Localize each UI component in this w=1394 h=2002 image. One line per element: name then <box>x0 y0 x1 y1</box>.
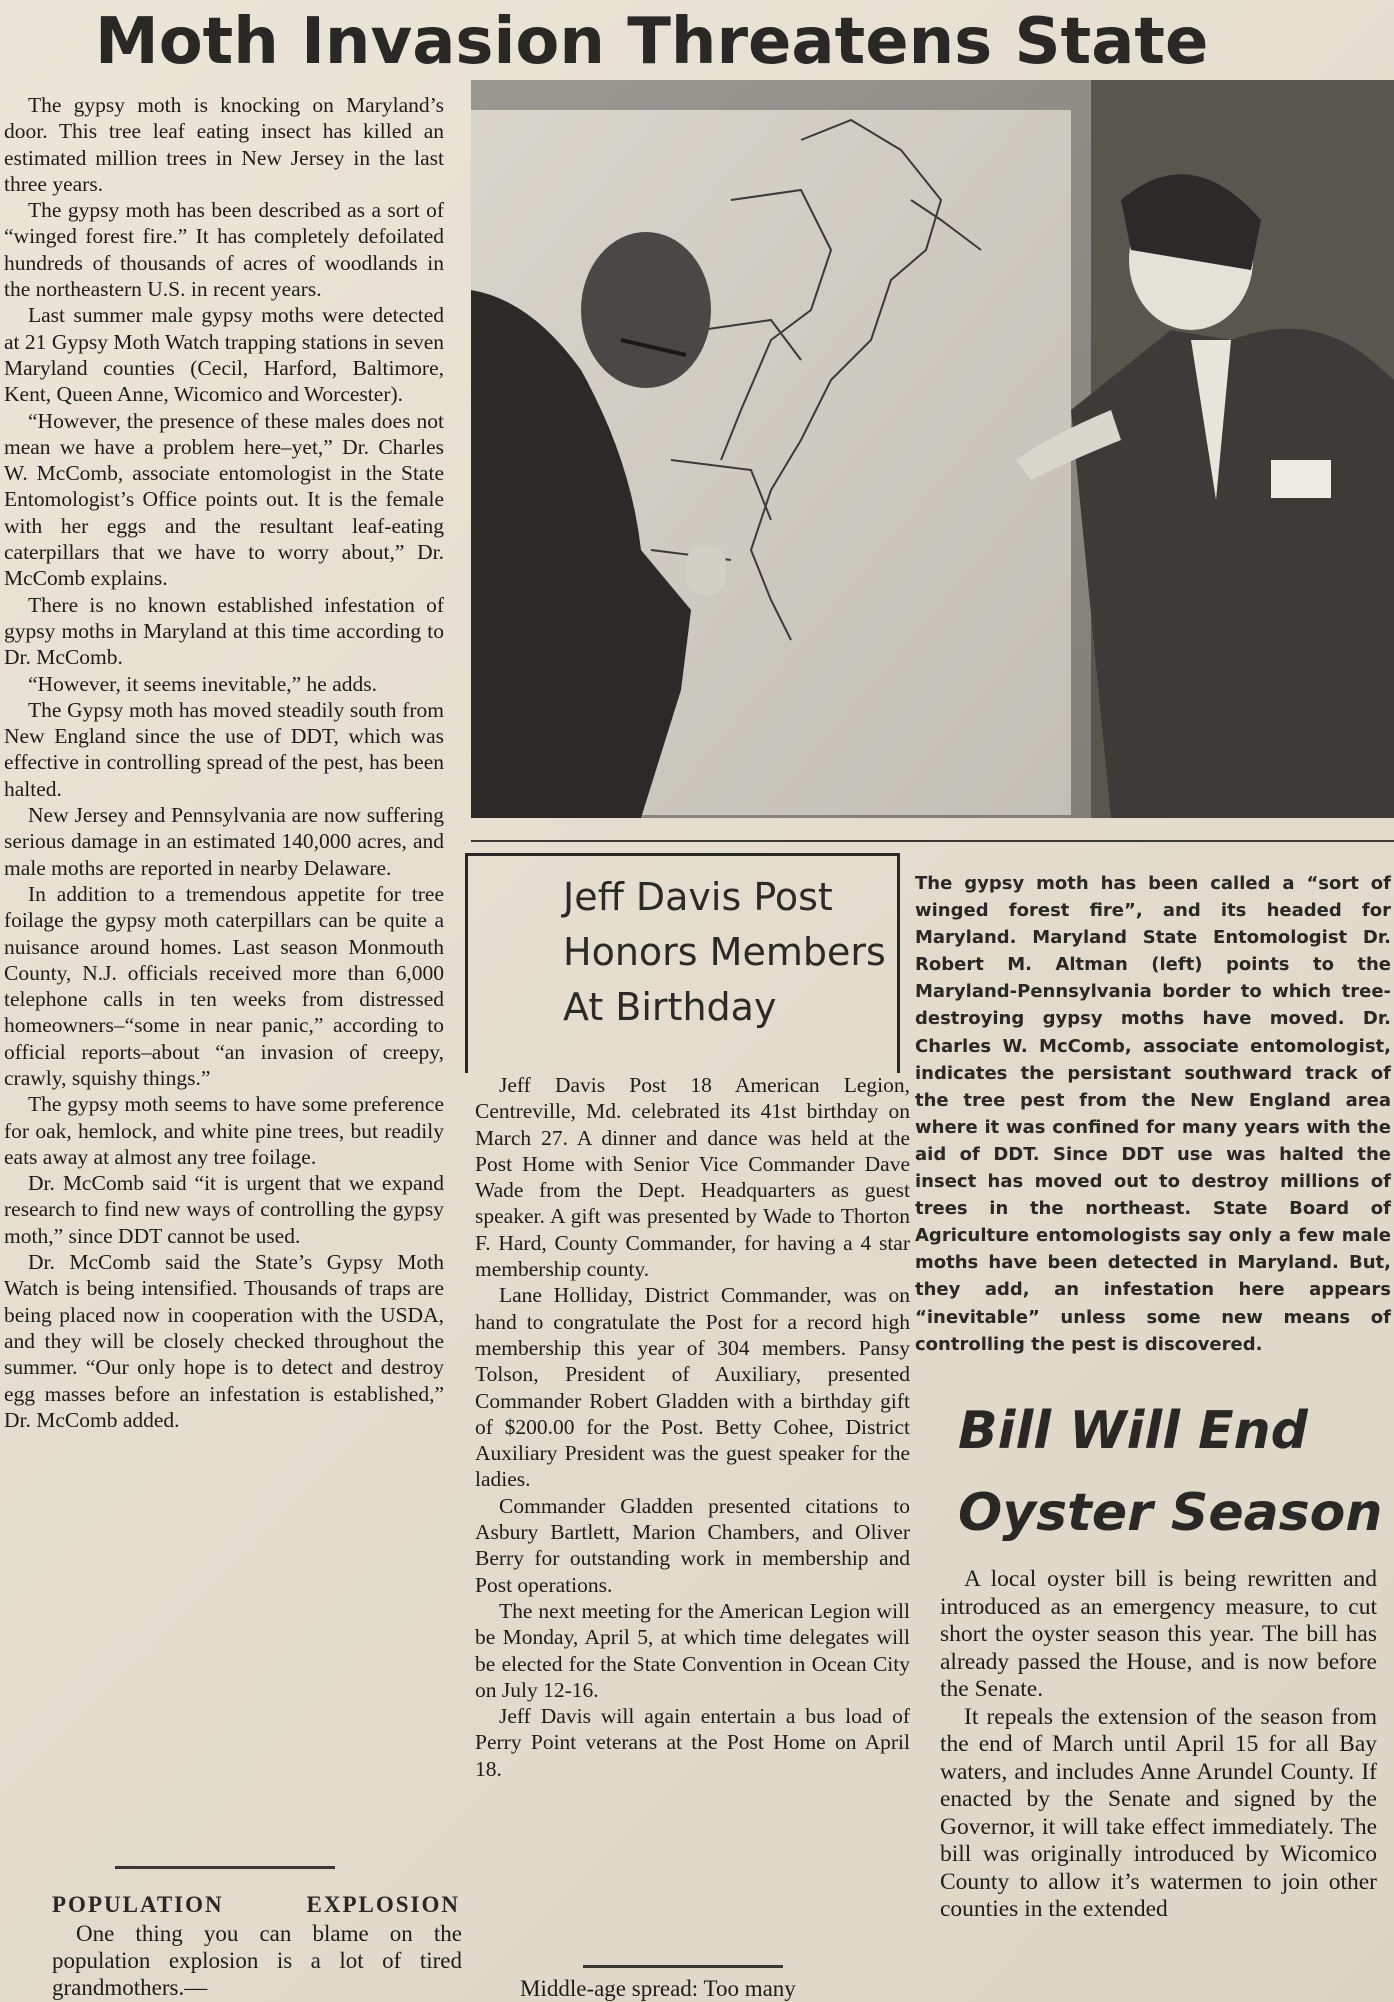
article-paragraph: New Jersey and Pennsylvania are now suffering serious damage in an estimated 140,000 acres, and male moths are reported in nearby Delaware. <box>4 803 444 880</box>
article-paragraph: The Gypsy moth has moved steadily south from New England since the use of DDT, which was effective in controlling spread of the pest, has been halted. <box>4 697 444 801</box>
news-photo <box>471 80 1394 818</box>
post-article <box>475 1072 910 1782</box>
post-article-title <box>563 870 893 1035</box>
article-paragraph: There is no known established infestation of gypsy moths in Maryland at this time according to Dr. McComb. <box>4 592 444 670</box>
population-article <box>52 1920 462 2001</box>
title-line: At Birthday <box>563 985 777 1029</box>
article-paragraph: Jeff Davis Post 18 American Legion, Centreville, Md. celebrated its 41st birthday on March 27. A dinner and dance was held at the Post Home with Senior Vice Commander Dave Wade from the Dept. Headquarters as guest speaker. A gift was presented by Wade to Thorton F. Hard, County Commander, for having a 4 star membership county. <box>475 1073 910 1282</box>
bill-article <box>940 1566 1377 1924</box>
population-heading <box>52 1892 460 1918</box>
bill-article-title <box>958 1390 1388 1554</box>
article-paragraph: Last summer male gypsy moths were detected at 21 Gypsy Moth Watch trapping stations in seven Maryland counties (Cecil, Harford, Baltimore, Kent, Queen Anne, Wicomico and Worcester). <box>4 303 444 407</box>
title-line: Oyster Season <box>958 1483 1383 1543</box>
article-paragraph: A local oyster bill is being rewritten and introduced as an emergency measure, to cut short the oyster season this year. The bill has already passed the House, and is now before the Senate. <box>940 1566 1377 1702</box>
article-paragraph: One thing you can blame on the population explosion is a lot of tired grandmothers.— <box>52 1921 462 2000</box>
article-paragraph: Commander Gladden presented citations to Asbury Bartlett, Marion Chambers, and Oliver Berry for outstanding work in membership and Post operations. <box>475 1493 910 1597</box>
article-paragraph: Dr. McComb said the State’s Gypsy Moth Watch is being intensified. Thousands of traps are being placed now in cooperation with the USDA, and they will be closely checked throughout the summer. “Our only hope is to detect and destroy egg masses before an infestation is established,” Dr. McComb added. <box>4 1250 444 1432</box>
photo-divider <box>471 840 1394 842</box>
article-paragraph: “However, the presence of these males does not mean we have a problem here–yet,” Dr. Charles W. McComb, associate entomologist in the State Entomologist’s Office points out. It is the female with her eggs and the resultant leaf-eating caterpillars that we have to worry about,” Dr. McComb explains. <box>4 408 444 591</box>
photo-caption: The gypsy moth has been called a “sort of winged forest fire”, and its headed for Maryland. Maryland State Entomologist Dr. Robert M. Altman (left) points to the Maryland-Pennsylvania border to which tree-destroying gypsy moths have moved. Dr. Charles W. McComb, associate entomologist, indicates the persistant southward track of the tree pest from the New England area where it was confined for many years with the aid of DDT. Since DDT use was halted the insect has moved out to destroy millions of trees in the northeast. State Board of Agriculture entomologists say only a few male moths have been detected in Maryland. But, they add, an infestation here appears “inevitable” unless some new means of controlling the pest is discovered. <box>915 873 1391 1355</box>
article-paragraph: The gypsy moth is knocking on Maryland’s door. This tree leaf eating insect has killed an estimated million trees in New Jersey in the last three years. <box>4 93 444 196</box>
photo-illustration <box>471 80 1394 818</box>
title-line: Honors Members <box>563 930 886 974</box>
article-paragraph: Jeff Davis will again entertain a bus load of Perry Point veterans at the Post Home on April 18. <box>475 1704 910 1781</box>
population-heading-right: EXPLOSION <box>306 1892 460 1917</box>
article-paragraph: In addition to a tremendous appetite for tree foilage the gypsy moth caterpillars can be quite a nuisance around homes. Last season Monmouth County, N.J. officials received more than 6,000 telephone calls in ten weeks from distressed homeowners–“some in near panic,” according to official reports–about “an invasion of creepy, crawly, squishy things.” <box>4 881 444 1090</box>
article-paragraph: The gypsy moth seems to have some preference for oak, hemlock, and white pine trees, but readily eats away at almost any tree foilage. <box>4 1092 444 1169</box>
title-line: Jeff Davis Post <box>563 875 833 919</box>
section-divider <box>115 1866 335 1869</box>
article-paragraph: Lane Holliday, District Commander, was on hand to congratulate the Post for a record high membership this year of 304 members. Pansy Tolson, President of Auxiliary, presented Commander Robert Gladden with a birthday gift of $200.00 for the Post. Betty Cohee, District Auxiliary President was the guest speaker for the ladies. <box>475 1283 910 1492</box>
title-line: Bill Will End <box>958 1401 1308 1461</box>
section-divider <box>583 1965 783 1968</box>
main-headline: Moth Invasion Threatens State <box>95 5 1209 79</box>
article-paragraph: The next meeting for the American Legion will be Monday, April 5, at which time delegates will be elected for the State Convention in Ocean City on July 12-16. <box>475 1598 910 1702</box>
filler-snippet: Middle-age spread: Too many <box>520 1976 796 2001</box>
article-paragraph: “However, it seems inevitable,” he adds. <box>28 671 377 696</box>
main-article <box>4 92 444 1433</box>
article-paragraph: Dr. McComb said “it is urgent that we expand research to find new ways of controlling the gypsy moth,” since DDT cannot be used. <box>4 1171 444 1248</box>
article-paragraph: The gypsy moth has been described as a sort of “winged forest fire.” It has completely defoilated hundreds of thousands of acres of woodlands in the northeastern U.S. in recent years. <box>4 198 444 302</box>
article-paragraph: It repeals the extension of the season from the end of March until April 15 for all Bay waters, and includes Anne Arundel County. If enacted by the Senate and signed by the Governor, it will take effect immediately. The bill was originally introduced by Wicomico County to allow it’s watermen to join other counties in the extended <box>940 1703 1377 1922</box>
population-heading-left: POPULATION <box>52 1892 224 1917</box>
